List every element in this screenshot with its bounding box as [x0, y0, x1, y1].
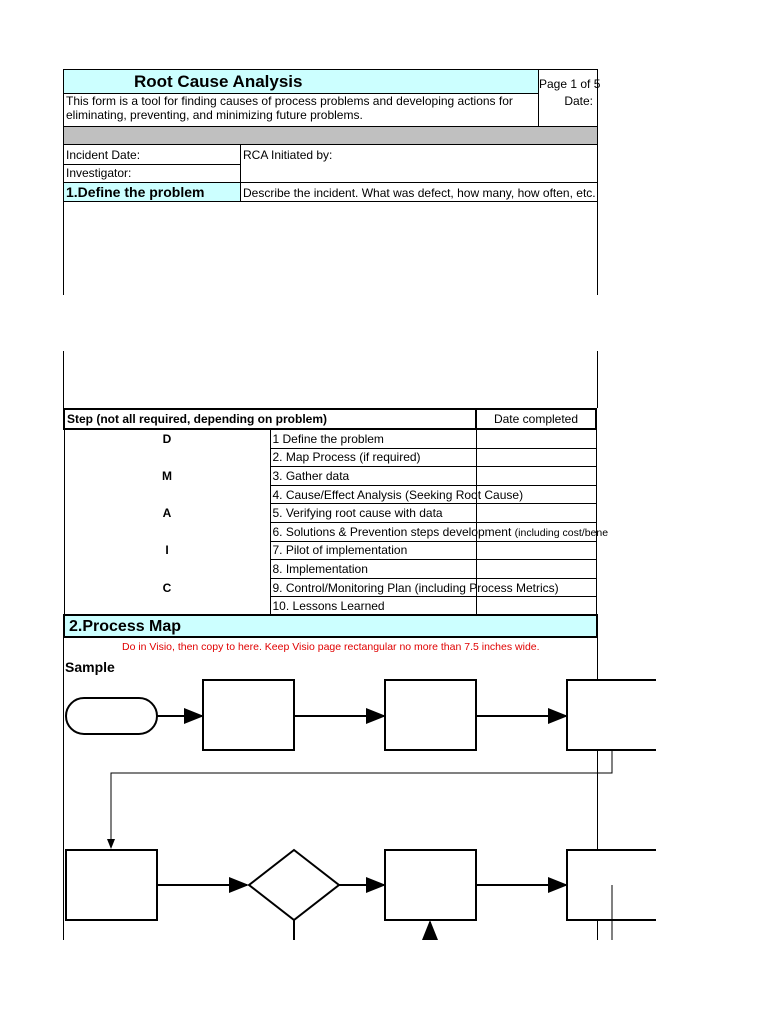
incident-date-label: Incident Date: — [66, 148, 141, 162]
step-text: 9. Control/Monitoring Plan (including Process Metrics) — [270, 578, 476, 597]
steps-header: Step (not all required, depending on problem) — [64, 409, 476, 429]
step-text: 4. Cause/Effect Analysis (Seeking Root Cause) — [270, 485, 476, 504]
step-text-note: (including cost/bene — [514, 526, 609, 539]
step-text: 7. Pilot of implementation — [270, 541, 476, 560]
flow-decision-diamond — [249, 850, 339, 920]
section1-title: 1.Define the problem — [66, 184, 205, 200]
flow-process-box — [203, 680, 294, 750]
step-text: 5. Verifying root cause with data — [270, 504, 476, 523]
flow-process-box-clipped — [567, 680, 656, 750]
investigator-label: Investigator: — [66, 166, 132, 180]
sample-label: Sample — [65, 659, 115, 675]
flow-process-box — [385, 680, 476, 750]
dmaic-letter: D — [64, 429, 270, 448]
page-indicator: Page 1 of 5 — [539, 77, 601, 91]
step-text: 10. Lessons Learned — [270, 597, 476, 616]
dmaic-letter: M — [64, 467, 270, 486]
step-text: 3. Gather data — [270, 467, 476, 486]
rca-initiated-label: RCA Initiated by: — [243, 148, 333, 162]
section2-title: 2.Process Map — [69, 618, 182, 635]
form-description: This form is a tool for finding causes of process problems and developing actions for eliminating, preventing, and minimizing future problems. — [66, 94, 513, 122]
form-title: Root Cause Analysis — [134, 72, 303, 91]
step-text: 8. Implementation — [270, 560, 476, 579]
step-text: 6. Solutions & Prevention steps development — [272, 524, 512, 539]
date-label: Date: — [564, 94, 593, 108]
step-text: 2. Map Process (if required) — [270, 448, 476, 467]
dmaic-letter: I — [64, 541, 270, 560]
flow-connector — [111, 750, 612, 848]
dmaic-letter: C — [64, 578, 270, 597]
step-text: 1 Define the problem — [270, 429, 476, 448]
flow-start-terminator — [66, 698, 157, 734]
flow-process-box — [66, 850, 157, 920]
dmaic-letter: A — [64, 504, 270, 523]
flow-process-box — [385, 850, 476, 920]
section1-instruction: Describe the incident. What was defect, how many, how often, etc. — [243, 186, 596, 200]
visio-note: Do in Visio, then copy to here. Keep Visio page rectangular no more than 7.5 inches wide. — [122, 641, 540, 653]
date-completed-header: Date completed — [476, 409, 596, 429]
